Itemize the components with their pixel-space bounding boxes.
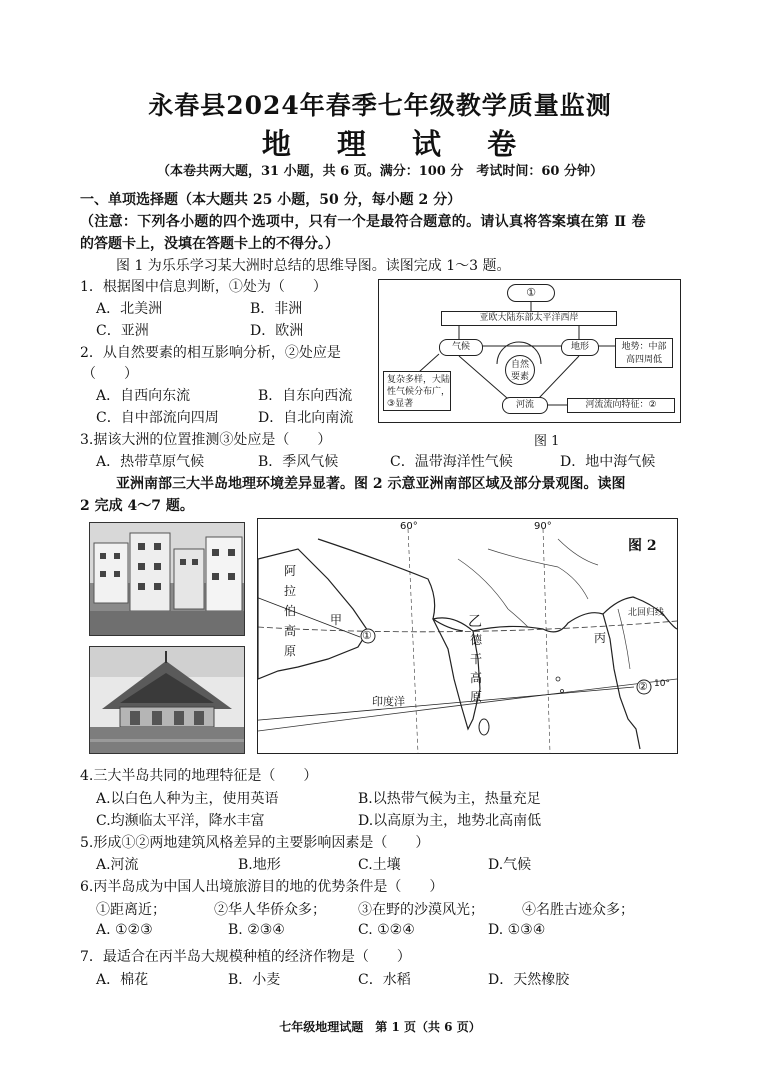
map-deccan-char-3: 高 bbox=[470, 671, 483, 685]
q7-stem: 7．最适合在丙半岛大规模种植的经济作物是（ ） bbox=[80, 949, 411, 965]
figure2-label: 图 2 bbox=[628, 538, 657, 554]
q3-option-d: D．地中海气候 bbox=[560, 454, 656, 470]
q7-option-d: D．天然橡胶 bbox=[488, 972, 570, 988]
q1-stem: 1．根据图中信息判断，①处为（ ） bbox=[80, 279, 327, 295]
figure1-center-line2: 要素 bbox=[510, 372, 529, 382]
figure1-terrain-note bbox=[615, 338, 673, 368]
map-arabia-char-1: 阿 bbox=[284, 564, 297, 578]
figure1-center-line1: 自然 bbox=[510, 360, 529, 370]
map-arabia-char-5: 原 bbox=[284, 644, 297, 658]
exam-title: 永春县2024年春季七年级教学质量监测 bbox=[148, 91, 612, 120]
q5-option-d: D.气候 bbox=[488, 857, 532, 873]
figure1-climate-note-1: 复杂多样，大陆 bbox=[387, 375, 451, 385]
q4-option-a: A.以白色人种为主，使用英语 bbox=[96, 791, 279, 807]
section-note-2: 的答题卡上，没填在答题卡上的不得分。） bbox=[80, 236, 339, 252]
q5-option-b: B.地形 bbox=[238, 857, 281, 873]
q4-option-d: D.以高原为主，地势北高南低 bbox=[358, 813, 542, 829]
q1-option-c: C．亚洲 bbox=[96, 323, 149, 339]
q6-option-b: B. ②③④ bbox=[228, 922, 285, 938]
figure1-intro: 图 1 为乐乐学习某大洲时总结的思维导图。读图完成 1～3 题。 bbox=[116, 258, 511, 274]
photo-arabian-buildings-art bbox=[90, 523, 244, 635]
map-deccan-char-4: 原 bbox=[470, 690, 483, 704]
q2-option-b: B．自东向西流 bbox=[258, 388, 353, 404]
map-label-yi: 乙 bbox=[468, 614, 482, 630]
map-label-jia: 甲 bbox=[330, 613, 343, 627]
q6-option-d: D. ①③④ bbox=[488, 922, 546, 938]
q2-blank: （ ） bbox=[82, 366, 138, 382]
q1-option-a: A．北美洲 bbox=[96, 301, 163, 317]
q4-option-b: B.以热带气候为主，热量充足 bbox=[358, 791, 541, 807]
map-arabia-char-3: 伯 bbox=[284, 604, 297, 618]
q6-option-c: C. ①②④ bbox=[358, 922, 415, 938]
figure1-climate-note-3: ③显著 bbox=[387, 399, 414, 409]
q5-option-c: C.土壤 bbox=[358, 857, 401, 873]
q1-option-d: D．欧洲 bbox=[250, 323, 304, 339]
figure1-top-node: ① bbox=[507, 284, 555, 302]
map-deccan-char-1: 德 bbox=[470, 633, 483, 647]
q3-option-a: A．热带草原气候 bbox=[96, 454, 205, 470]
q3-option-c: C．温带海洋性气候 bbox=[390, 454, 513, 470]
q1-option-b: B．非洲 bbox=[250, 301, 303, 317]
figure1-terrain-note-2: 高四周低 bbox=[625, 355, 662, 365]
q6-statement-3: ③在野的沙漠风光； bbox=[358, 902, 484, 918]
q6-statement-2: ②华人华侨众多； bbox=[214, 902, 326, 918]
figure2-map bbox=[257, 518, 678, 754]
figure1-river-note: 河流流向特征：② bbox=[567, 398, 675, 413]
figure1-river-node: 河流 bbox=[502, 397, 548, 414]
figure1-terrain-node: 地形 bbox=[561, 339, 599, 356]
q2-option-c: C．自中部流向四周 bbox=[96, 410, 219, 426]
exam-info: （本卷共两大题，31 小题，共 6 页。满分：100 分 考试时间：60 分钟） bbox=[157, 164, 603, 179]
map-deccan-char-2: 干 bbox=[470, 652, 483, 666]
map-arabia-char-4: 高 bbox=[284, 624, 297, 638]
q2-option-a: A．自西向东流 bbox=[96, 388, 191, 404]
q5-stem: 5.形成①②两地建筑风格差异的主要影响因素是（ ） bbox=[80, 835, 430, 851]
map-mark-1: ① bbox=[362, 629, 372, 642]
map-label-bing: 丙 bbox=[594, 631, 607, 645]
map-mark-2: ② bbox=[638, 680, 648, 693]
map-arabian-plateau bbox=[284, 561, 296, 661]
q7-option-b: B．小麦 bbox=[228, 972, 281, 988]
q5-option-a: A.河流 bbox=[96, 857, 139, 873]
page-footer: 七年级地理试题 第 1 页（共 6 页） bbox=[279, 1020, 481, 1034]
map-indian-ocean: 印度洋 bbox=[372, 695, 405, 708]
q6-option-a: A. ①②③ bbox=[96, 922, 153, 938]
figure1-climate-node: 气候 bbox=[439, 339, 483, 356]
section-note-1: （注意：下列各小题的四个选项中，只有一个是最符合题意的。请认真将答案填在第 Ⅱ 卷 bbox=[80, 214, 646, 230]
figure1-mindmap bbox=[378, 279, 681, 423]
q6-statement-1: ①距离近； bbox=[96, 902, 166, 918]
map-lon-90: 90° bbox=[534, 521, 552, 532]
figure1-position-node: 亚欧大陆东部太平洋西岸 bbox=[441, 311, 617, 326]
q3-option-b: B．季风气候 bbox=[258, 454, 339, 470]
map-deccan-plateau bbox=[470, 631, 482, 707]
figure1-caption: 图 1 bbox=[534, 434, 560, 449]
q7-option-a: A．棉花 bbox=[96, 972, 149, 988]
figure1-center-node bbox=[505, 355, 535, 385]
figure1-climate-note-2: 性气候分布广， bbox=[387, 387, 451, 397]
photo-thai-pavilion-art bbox=[90, 647, 244, 753]
q6-statement-4: ④名胜古迹众多； bbox=[522, 902, 634, 918]
q4-stem: 4.三大半岛共同的地理特征是（ ） bbox=[80, 768, 318, 784]
exam-subtitle: 地 理 试 卷 bbox=[261, 127, 535, 161]
map-tropic-label: 北回归线 bbox=[628, 608, 665, 618]
q4-option-c: C.均濒临太平洋，降水丰富 bbox=[96, 813, 265, 829]
section-heading: 一、单项选择题（本大题共 25 小题，50 分，每小题 2 分） bbox=[80, 192, 462, 208]
photo-arabian-buildings bbox=[89, 522, 245, 636]
figure1-climate-note bbox=[383, 371, 451, 411]
q3-stem: 3.据该大洲的位置推测③处应是（ ） bbox=[80, 432, 332, 448]
map-lon-60: 60° bbox=[400, 521, 418, 532]
figure1-terrain-note-1: 地势：中部 bbox=[621, 342, 667, 352]
map-lat-10: 10° bbox=[654, 679, 670, 689]
figure2-intro-2: 2 完成 4～7 题。 bbox=[80, 498, 194, 514]
q7-option-c: C．水稻 bbox=[358, 972, 411, 988]
map-arabia-char-2: 拉 bbox=[284, 584, 297, 598]
figure2-intro-1: 亚洲南部三大半岛地理环境差异显著。图 2 示意亚洲南部区域及部分景观图。读图 bbox=[116, 476, 626, 492]
figure2-map-art bbox=[258, 519, 677, 753]
q2-option-d: D．自北向南流 bbox=[258, 410, 354, 426]
q6-stem: 6.丙半岛成为中国人出境旅游目的地的优势条件是（ ） bbox=[80, 879, 444, 895]
photo-thai-pavilion bbox=[89, 646, 245, 754]
q2-stem: 2．从自然要素的相互影响分析，②处应是 bbox=[80, 345, 341, 361]
